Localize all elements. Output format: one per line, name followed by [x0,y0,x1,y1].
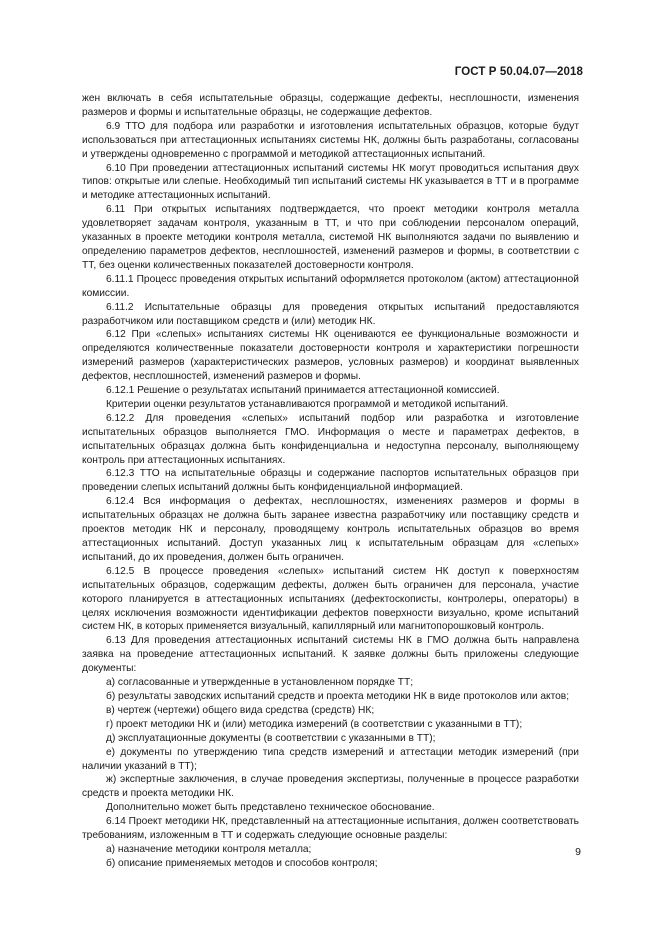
paragraph-6-14: 6.14 Проект методики НК, представленный на аттестационные испытания, должен соответствовать требованиям, изложенным в ТТ и содержать следующие основные разделы: [82,816,579,842]
paragraph-6-9: 6.9 ТТО для подбора или разработки и изготовления испытательных образцов, которые будут использоваться при аттестационных испытаниях системы НК, должны быть разработаны, согласованы и утверждены одновременно с программой и методикой аттестационных испытаний. [82,120,579,160]
paragraph-6-12: 6.12 При «слепых» испытаниях системы НК оцениваются ее функциональные возможности и определяются количественные показатели достоверности контроля и характеристики погрешности измерений размеров (характеристических размеров, условных размеров) и координат выявленных дефектов, несплошностей, изменений размеров и формы. [82,329,579,383]
paragraph-6-13: 6.13 Для проведения аттестационных испытаний системы НК в ГМО должна быть направлена заявка на проведение аттестационных испытаний. К заявке должны быть приложены следующие документы: [82,635,579,675]
paragraph-6-11-2: 6.11.2 Испытательные образцы для проведения открытых испытаний предоставляются разработчиком или поставщиком средств и (или) методик НК. [82,301,579,327]
paragraph-6-11: 6.11 При открытых испытаниях подтверждается, что проект методики контроля металла удовлетворяет задачам контроля, указанным в ТТ, и что при соблюдении персоналом операций, указанных в проекте методики контроля металла, системой НК выполняются задачи по выявлению и определению параметров дефектов, несплошностей, изменений размеров и формы, в соответствии с ТТ, без оценки количественных показателей достоверности контроля. [82,204,579,271]
document-body [82,92,579,871]
paragraph-6-12-5: 6.12.5 В процессе проведения «слепых» испытаний систем НК доступ к поверхностям испытательных образцов, содержащим дефекты, должен быть ограничен для персонала, участие которого планируется в аттестационных испытаниях (дефектоскописты, контролеры, операторы) в целях исключения возможности идентификации дефектов поверхности визуально, кроме испытаний систем НК, в которых применяется визуальный, капиллярный или магнитопорошковый контроль. [82,565,579,633]
list-item-a: а) согласованные и утвержденные в установленном порядке ТТ; [106,677,414,689]
paragraph-6-10: 6.10 При проведении аттестационных испытаний системы НК могут проводиться испытания двух типов: открытые или слепые. Необходимый тип испытаний системы НК указывается в ТТ и в программе и методике аттестационных испытаний. [82,162,579,202]
standard-header: ГОСТ Р 50.04.07—2018 [454,66,583,78]
list-item-d: д) эксплуатационные документы (в соответствии с указанными в ТТ); [106,732,436,744]
list-item-a-purpose: а) назначение методики контроля металла; [106,843,312,855]
list-item-zh: ж) экспертные заключения, в случае проведения экспертизы, полученные в процессе разработки средств и проекта методики НК. [82,774,579,800]
paragraph-continuation: жен включать в себя испытательные образцы, содержащие дефекты, несплошности, изменения размеров и формы и испытательные образцы, не содержащие дефектов. [82,93,579,118]
paragraph-criteria: Критерии оценки результатов устанавливаются программой и методикой испытаний. [106,398,509,410]
paragraph-6-11-1: 6.11.1 Процесс проведения открытых испытаний оформляется протоколом (актом) аттестационной комиссии. [82,273,579,299]
list-item-e: е) документы по утверждению типа средств измерений и аттестации методик измерений (при наличии указаний в ТТ); [82,746,579,772]
paragraph-6-12-3: 6.12.3 ТТО на испытательные образцы и содержание паспортов испытательных образцов при проведении слепых испытаний должны быть конфиденциальной информацией. [82,468,579,494]
paragraph-6-12-4: 6.12.4 Вся информация о дефектах, несплошностях, изменениях размеров и формы в испытательных образцах не должна быть заранее известна разработчику или поставщику средств и проектов методик НК и персоналу, проводящему контроль испытательных образцов во время аттестационных испытаний. Доступ указанных лиц к испытательным образцам для «слепых» испытаний, до их проведения, должен быть ограничен. [82,496,579,563]
paragraph-additional: Дополнительно может быть представлено техническое обоснование. [106,802,435,814]
paragraph-6-12-2: 6.12.2 Для проведения «слепых» испытаний подбор или разработка и изготовление испытательных образцов выполняется ГМО. Информация о месте и параметрах дефектов, в испытательных образцах должна быть конфиденциальна и недоступна персоналу, выполняющему контроль при аттестационных испытаниях. [82,412,579,466]
paragraph-6-12-1: 6.12.1 Решение о результатах испытаний принимается аттестационной комиссией. [106,385,500,397]
list-item-b-methods: б) описание применяемых методов и способов контроля; [106,857,378,869]
list-item-b: б) результаты заводских испытаний средств и проекта методики НК в виде протоколов или актов; [106,690,570,702]
page-number: 9 [575,846,581,858]
list-item-g: г) проект методики НК и (или) методика измерений (в соответствии с указанными в ТТ); [106,718,523,730]
list-item-v: в) чертеж (чертежи) общего вида средства (средств) НК; [106,704,375,716]
